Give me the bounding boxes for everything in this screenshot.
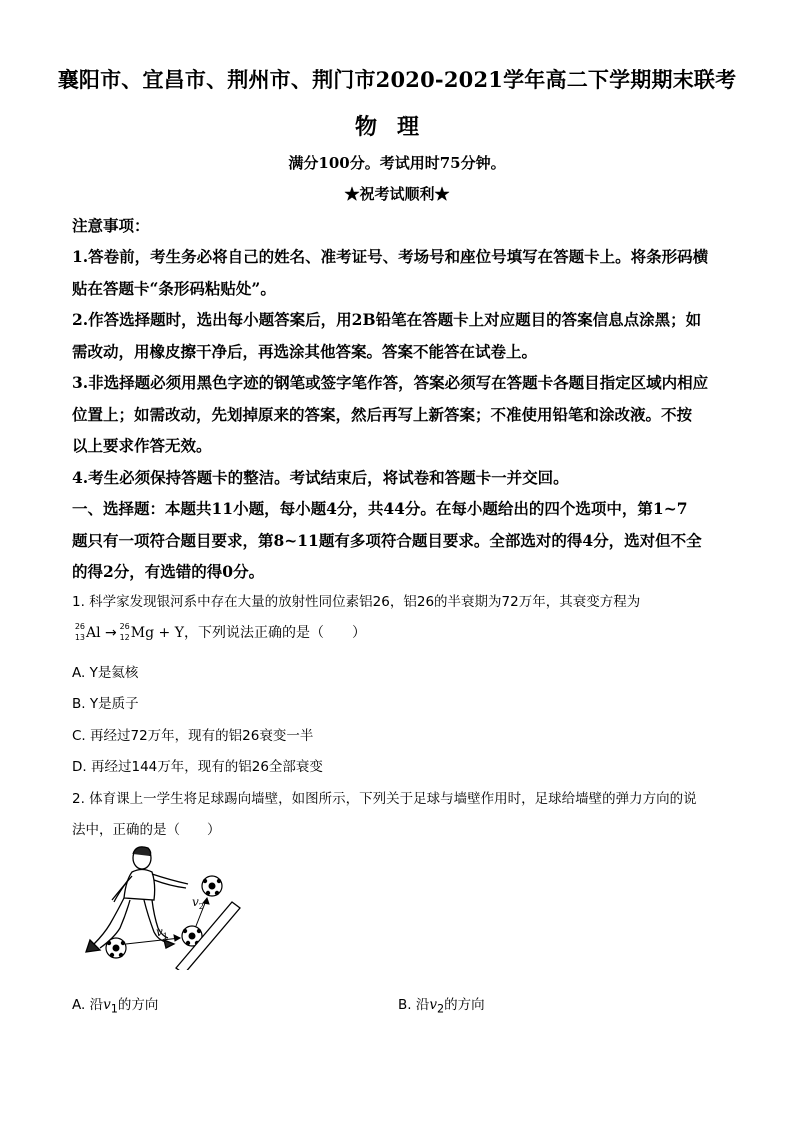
arrow-symbol: → [105, 625, 117, 641]
equation-rest: + Y [158, 625, 184, 641]
exam-title: 襄阳市、宜昌市、荆州市、荆门市2020-2021学年高二下学期期末联考 [57, 67, 737, 92]
notice-line: 1.答卷前，考生务必将自己的姓名、准考证号、考场号和座位号填写在答题卡上。将条形码横 [72, 247, 709, 266]
question-1-option-b: B. Y是质子 [72, 696, 139, 712]
subject-title: 物理 [354, 114, 439, 140]
soccer-kick-figure [70, 840, 260, 970]
section-intro-line: 的得2分，有选错的得0分。 [72, 562, 265, 581]
notice-line: 3.非选择题必须用黑色字迹的钢笔或签字笔作答，答案必须写在答题卡各题目指定区域内相应 [72, 373, 709, 392]
notice-line: 2.作答选择题时，选出每小题答案后，用2B铅笔在答题卡上对应题目的答案信息点涂黑；如 [72, 310, 702, 329]
section-intro-line: 一、选择题：本题共11小题，每小题4分，共44分。在每小题给出的四个选项中，第1~7 [72, 499, 688, 518]
mg-symbol: Mg [130, 625, 155, 641]
notice-line: 需改动，用橡皮擦干净后，再选涂其他答案。答案不能答在试卷上。 [72, 342, 538, 361]
question-2-option-a: A. 沿$v_1$的方向 [72, 997, 159, 1016]
v2-label: $v_2$ [192, 895, 204, 911]
soccer-ball-rebound [202, 876, 222, 896]
question-1-stem: 1. 科学家发现银河系中存在大量的放射性同位素铝26，铝26的半衰期为72万年，其衰变方程为 [72, 594, 641, 610]
al-isotope-prefix: 26 13 [74, 622, 85, 642]
notice-line: 4.考生必须保持答题卡的整洁。考试结束后，将试卷和答题卡一并交回。 [72, 468, 569, 487]
v1-label: $v_1$ [156, 925, 168, 941]
decay-equation [72, 622, 366, 642]
notice-line: 以上要求作答无效。 [72, 436, 212, 455]
player-drawing [86, 847, 188, 952]
section-intro-line: 题只有一项符合题目要求，第8~11题有多项符合题目要求。全部选对的得4分，选对但不全 [72, 531, 702, 550]
question-1-tail: ，下列说法正确的是（ ） [183, 625, 366, 641]
question-2-stem: 法中，正确的是（ ） [72, 822, 221, 838]
question-1-option-a: A. Y是氦核 [72, 665, 139, 681]
question-2-option-b: B. 沿$v_2$的方向 [398, 997, 485, 1016]
soccer-ball-at-foot [106, 938, 126, 958]
notice-heading: 注意事项： [72, 216, 150, 235]
question-2-stem: 2. 体育课上一学生将足球踢向墙壁，如图所示，下列关于足球与墙壁作用时，足球给墙壁的弹力方向的说 [72, 791, 697, 807]
mg-isotope-prefix: 26 12 [119, 622, 130, 642]
question-1-option-d: D. 再经过144万年，现有的铝26全部衰变 [72, 759, 323, 775]
question-1-option-c: C. 再经过72万年，现有的铝26衰变一半 [72, 728, 314, 744]
notice-line: 贴在答题卡“条形码粘贴处”。 [72, 279, 276, 298]
al-symbol: Al [86, 625, 101, 641]
notice-line: 位置上；如需改动，先划掉原来的答案，然后再写上新答案；不准使用铅笔和涂改液。不按 [72, 405, 693, 424]
good-luck-line: ★祝考试顺利★ [344, 185, 450, 203]
score-info: 满分100分。考试用时75分钟。 [288, 154, 506, 172]
